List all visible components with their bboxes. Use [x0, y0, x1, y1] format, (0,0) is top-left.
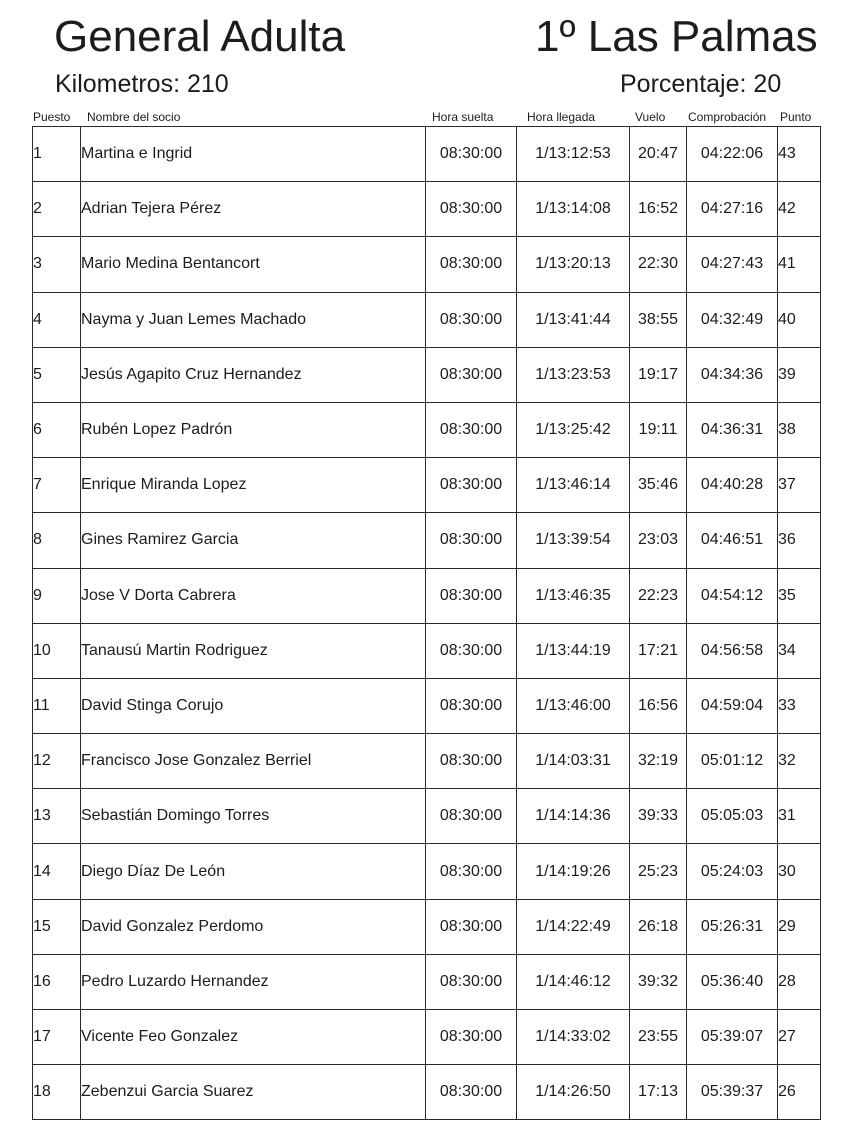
cell-puesto: 4 [33, 292, 81, 347]
cell-vuelo: 16:52 [630, 182, 687, 237]
cell-vuelo: 22:30 [630, 237, 687, 292]
table-row [33, 347, 821, 402]
cell-comprobacion: 05:39:07 [687, 1010, 778, 1065]
cell-hora-suelta: 08:30:00 [426, 237, 517, 292]
table-row [33, 127, 821, 182]
table-row [33, 789, 821, 844]
cell-puesto: 9 [33, 568, 81, 623]
table-row [33, 954, 821, 1009]
cell-hora-llegada: 1/14:46:12 [517, 954, 630, 1009]
cell-nombre: Zebenzui Garcia Suarez [81, 1065, 426, 1120]
cell-vuelo: 39:32 [630, 954, 687, 1009]
cell-hora-suelta: 08:30:00 [426, 347, 517, 402]
cell-comprobacion: 05:01:12 [687, 734, 778, 789]
cell-hora-suelta: 08:30:00 [426, 954, 517, 1009]
column-header-hora-llegada: Hora llegada [527, 110, 596, 124]
cell-nombre: Martina e Ingrid [81, 127, 426, 182]
cell-nombre: Nayma y Juan Lemes Machado [81, 292, 426, 347]
cell-vuelo: 39:33 [630, 789, 687, 844]
cell-puesto: 17 [33, 1010, 81, 1065]
table-row [33, 623, 821, 678]
cell-hora-suelta: 08:30:00 [426, 623, 517, 678]
cell-comprobacion: 04:22:06 [687, 127, 778, 182]
cell-hora-llegada: 1/13:14:08 [517, 182, 630, 237]
cell-puesto: 7 [33, 458, 81, 513]
cell-comprobacion: 05:26:31 [687, 899, 778, 954]
cell-vuelo: 20:47 [630, 127, 687, 182]
cell-hora-llegada: 1/14:26:50 [517, 1065, 630, 1120]
cell-hora-suelta: 08:30:00 [426, 182, 517, 237]
cell-comprobacion: 04:34:36 [687, 347, 778, 402]
column-header-comprobacion: Comprobación [688, 110, 767, 124]
cell-vuelo: 38:55 [630, 292, 687, 347]
percentage-label: Porcentaje: 20 [620, 70, 782, 98]
cell-puesto: 15 [33, 899, 81, 954]
cell-comprobacion: 04:32:49 [687, 292, 778, 347]
cell-punto: 28 [778, 954, 821, 1009]
column-header-hora-suelta: Hora suelta [432, 110, 494, 124]
cell-vuelo: 19:11 [630, 402, 687, 457]
cell-puesto: 10 [33, 623, 81, 678]
cell-punto: 35 [778, 568, 821, 623]
column-header-vuelo: Vuelo [635, 110, 666, 124]
cell-vuelo: 25:23 [630, 844, 687, 899]
cell-punto: 32 [778, 734, 821, 789]
cell-hora-llegada: 1/14:19:26 [517, 844, 630, 899]
cell-punto: 43 [778, 127, 821, 182]
table-row [33, 844, 821, 899]
cell-punto: 26 [778, 1065, 821, 1120]
cell-comprobacion: 04:27:16 [687, 182, 778, 237]
cell-nombre: Jose V Dorta Cabrera [81, 568, 426, 623]
cell-punto: 38 [778, 402, 821, 457]
table-row [33, 182, 821, 237]
cell-hora-llegada: 1/13:41:44 [517, 292, 630, 347]
cell-puesto: 12 [33, 734, 81, 789]
cell-hora-llegada: 1/13:46:35 [517, 568, 630, 623]
cell-hora-llegada: 1/13:46:14 [517, 458, 630, 513]
cell-punto: 41 [778, 237, 821, 292]
cell-punto: 30 [778, 844, 821, 899]
cell-comprobacion: 04:40:28 [687, 458, 778, 513]
cell-nombre: Pedro Luzardo Hernandez [81, 954, 426, 1009]
cell-vuelo: 32:19 [630, 734, 687, 789]
table-row [33, 237, 821, 292]
cell-hora-suelta: 08:30:00 [426, 789, 517, 844]
cell-vuelo: 17:13 [630, 1065, 687, 1120]
cell-nombre: Sebastián Domingo Torres [81, 789, 426, 844]
table-row [33, 402, 821, 457]
cell-hora-suelta: 08:30:00 [426, 1010, 517, 1065]
cell-nombre: Tanausú Martin Rodriguez [81, 623, 426, 678]
cell-hora-llegada: 1/13:20:13 [517, 237, 630, 292]
cell-puesto: 14 [33, 844, 81, 899]
cell-hora-suelta: 08:30:00 [426, 402, 517, 457]
cell-hora-suelta: 08:30:00 [426, 844, 517, 899]
cell-comprobacion: 04:54:12 [687, 568, 778, 623]
cell-nombre: Adrian Tejera Pérez [81, 182, 426, 237]
cell-vuelo: 23:03 [630, 513, 687, 568]
cell-hora-llegada: 1/13:39:54 [517, 513, 630, 568]
cell-hora-suelta: 08:30:00 [426, 513, 517, 568]
cell-vuelo: 23:55 [630, 1010, 687, 1065]
cell-punto: 34 [778, 623, 821, 678]
cell-puesto: 2 [33, 182, 81, 237]
cell-puesto: 16 [33, 954, 81, 1009]
column-header-nombre: Nombre del socio [87, 110, 181, 124]
cell-vuelo: 35:46 [630, 458, 687, 513]
cell-vuelo: 17:21 [630, 623, 687, 678]
cell-hora-llegada: 1/14:22:49 [517, 899, 630, 954]
cell-hora-llegada: 1/13:25:42 [517, 402, 630, 457]
cell-vuelo: 22:23 [630, 568, 687, 623]
cell-nombre: Vicente Feo Gonzalez [81, 1010, 426, 1065]
cell-vuelo: 26:18 [630, 899, 687, 954]
table-row [33, 568, 821, 623]
cell-hora-suelta: 08:30:00 [426, 458, 517, 513]
cell-hora-suelta: 08:30:00 [426, 292, 517, 347]
cell-hora-llegada: 1/13:12:53 [517, 127, 630, 182]
cell-comprobacion: 05:05:03 [687, 789, 778, 844]
results-table [32, 126, 821, 1120]
cell-nombre: Francisco Jose Gonzalez Berriel [81, 734, 426, 789]
cell-punto: 27 [778, 1010, 821, 1065]
column-header-punto: Punto [780, 110, 812, 124]
table-row [33, 734, 821, 789]
cell-hora-suelta: 08:30:00 [426, 1065, 517, 1120]
cell-punto: 37 [778, 458, 821, 513]
table-row [33, 1065, 821, 1120]
cell-puesto: 8 [33, 513, 81, 568]
cell-nombre: Rubén Lopez Padrón [81, 402, 426, 457]
cell-puesto: 11 [33, 678, 81, 733]
cell-hora-llegada: 1/13:46:00 [517, 678, 630, 733]
table-row [33, 458, 821, 513]
cell-comprobacion: 04:56:58 [687, 623, 778, 678]
cell-vuelo: 19:17 [630, 347, 687, 402]
cell-comprobacion: 04:46:51 [687, 513, 778, 568]
cell-puesto: 13 [33, 789, 81, 844]
cell-comprobacion: 05:36:40 [687, 954, 778, 1009]
cell-comprobacion: 04:27:43 [687, 237, 778, 292]
cell-hora-llegada: 1/13:44:19 [517, 623, 630, 678]
cell-nombre: Diego Díaz De León [81, 844, 426, 899]
cell-nombre: David Stinga Corujo [81, 678, 426, 733]
cell-hora-llegada: 1/14:33:02 [517, 1010, 630, 1065]
table-row [33, 1010, 821, 1065]
table-row [33, 899, 821, 954]
distance-label: Kilometros: 210 [55, 70, 229, 98]
cell-nombre: Mario Medina Bentancort [81, 237, 426, 292]
cell-nombre: Jesús Agapito Cruz Hernandez [81, 347, 426, 402]
race-title: 1º Las Palmas [535, 12, 818, 61]
cell-nombre: David Gonzalez Perdomo [81, 899, 426, 954]
cell-comprobacion: 05:39:37 [687, 1065, 778, 1120]
cell-hora-llegada: 1/14:14:36 [517, 789, 630, 844]
table-row [33, 678, 821, 733]
cell-hora-llegada: 1/14:03:31 [517, 734, 630, 789]
cell-hora-suelta: 08:30:00 [426, 568, 517, 623]
cell-puesto: 5 [33, 347, 81, 402]
column-header-puesto: Puesto [33, 110, 71, 124]
cell-hora-suelta: 08:30:00 [426, 127, 517, 182]
table-row [33, 513, 821, 568]
cell-hora-llegada: 1/13:23:53 [517, 347, 630, 402]
cell-punto: 39 [778, 347, 821, 402]
cell-comprobacion: 05:24:03 [687, 844, 778, 899]
report-title: General Adulta [54, 12, 346, 61]
cell-punto: 33 [778, 678, 821, 733]
cell-comprobacion: 04:36:31 [687, 402, 778, 457]
cell-puesto: 3 [33, 237, 81, 292]
cell-punto: 42 [778, 182, 821, 237]
cell-punto: 36 [778, 513, 821, 568]
cell-vuelo: 16:56 [630, 678, 687, 733]
cell-hora-suelta: 08:30:00 [426, 899, 517, 954]
cell-punto: 29 [778, 899, 821, 954]
cell-nombre: Gines Ramirez Garcia [81, 513, 426, 568]
cell-comprobacion: 04:59:04 [687, 678, 778, 733]
cell-punto: 31 [778, 789, 821, 844]
cell-hora-suelta: 08:30:00 [426, 734, 517, 789]
cell-puesto: 18 [33, 1065, 81, 1120]
cell-hora-suelta: 08:30:00 [426, 678, 517, 733]
cell-punto: 40 [778, 292, 821, 347]
cell-puesto: 6 [33, 402, 81, 457]
table-row [33, 292, 821, 347]
cell-nombre: Enrique Miranda Lopez [81, 458, 426, 513]
cell-puesto: 1 [33, 127, 81, 182]
